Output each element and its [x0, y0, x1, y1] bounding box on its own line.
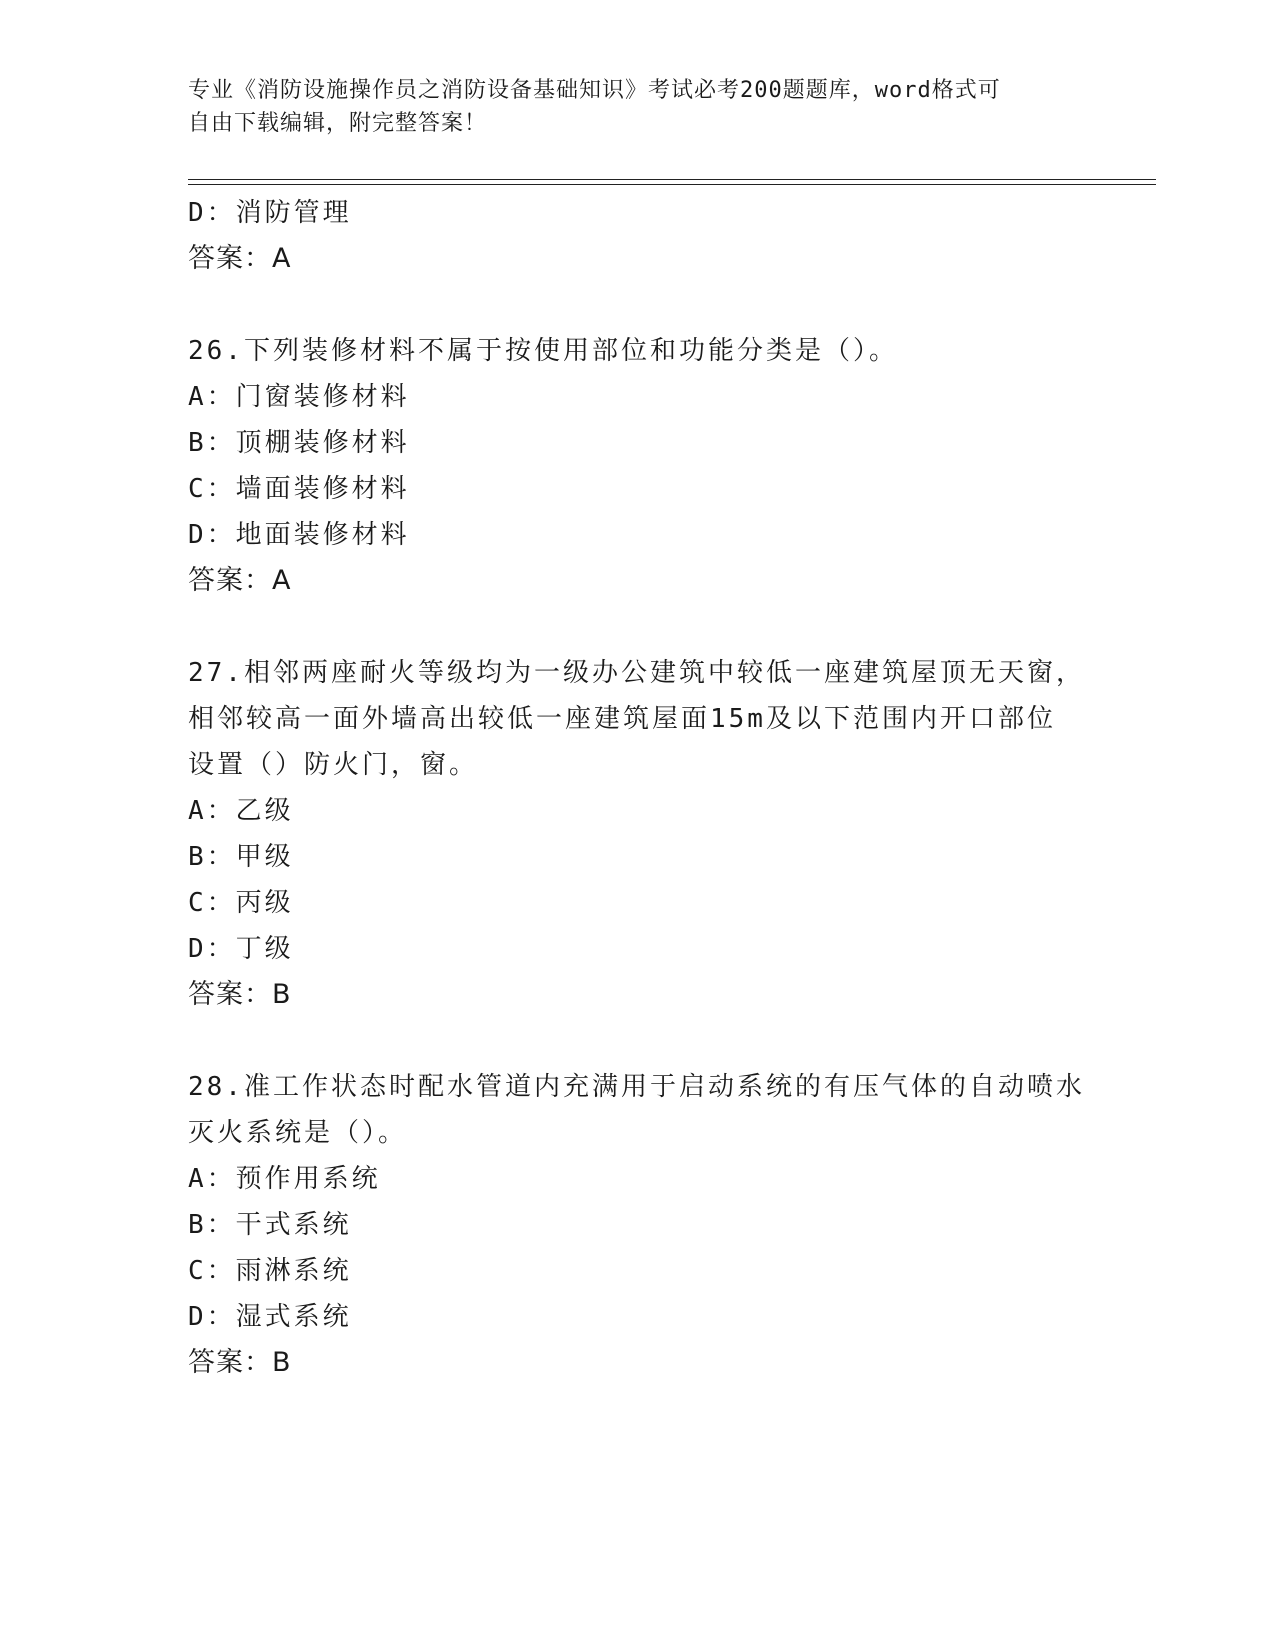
- header-line-2: 自由下载编辑，附完整答案！: [188, 111, 488, 136]
- answer-carryover: 答案：A: [188, 243, 292, 274]
- option-b: B：干式系统: [188, 1210, 352, 1240]
- option-a: A：门窗装修材料: [188, 382, 410, 412]
- header-line-1: 专业《消防设施操作员之消防设备基础知识》考试必考200题题库，word格式可: [188, 78, 1001, 103]
- option-c: C：墙面装修材料: [188, 474, 410, 504]
- header-divider-top: [188, 179, 1156, 180]
- question-26: [188, 328, 1088, 604]
- option-d: D：地面装修材料: [188, 520, 410, 550]
- option-c: C：丙级: [188, 888, 294, 918]
- option-d: D：丁级: [188, 934, 294, 964]
- question-27: [188, 650, 1088, 1018]
- question-28: [188, 1064, 1088, 1386]
- stem-line: 灭火系统是（）。: [188, 1118, 408, 1148]
- option-a: A：乙级: [188, 796, 294, 826]
- option-b: B：甲级: [188, 842, 294, 872]
- stem-line: 相邻较高一面外墙高出较低一座建筑屋面15m及以下范围内开口部位: [188, 704, 1056, 734]
- document-body: [188, 190, 1088, 1386]
- answer: 答案：A: [188, 565, 292, 596]
- option-c: C：雨淋系统: [188, 1256, 352, 1286]
- question-stem: [188, 1064, 1088, 1156]
- question-stem: [188, 328, 1088, 374]
- question-stem: [188, 650, 1088, 788]
- option-d: D：湿式系统: [188, 1302, 352, 1332]
- option-b: B：顶棚装修材料: [188, 428, 410, 458]
- stem-line: 28.准工作状态时配水管道内充满用于启动系统的有压气体的自动喷水: [188, 1072, 1085, 1102]
- stem-line: 26.下列装修材料不属于按使用部位和功能分类是（）。: [188, 336, 898, 366]
- stem-line: 27.相邻两座耐火等级均为一级办公建筑中较低一座建筑屋顶无天窗，: [188, 658, 1085, 688]
- header-divider-bottom: [188, 184, 1156, 185]
- option-a: A：预作用系统: [188, 1164, 381, 1194]
- answer: 答案：B: [188, 979, 292, 1010]
- document-header: [188, 74, 1068, 140]
- option-d-carryover: D：消防管理: [188, 198, 352, 228]
- answer: 答案：B: [188, 1347, 292, 1378]
- stem-line: 设置（）防火门，窗。: [188, 750, 479, 780]
